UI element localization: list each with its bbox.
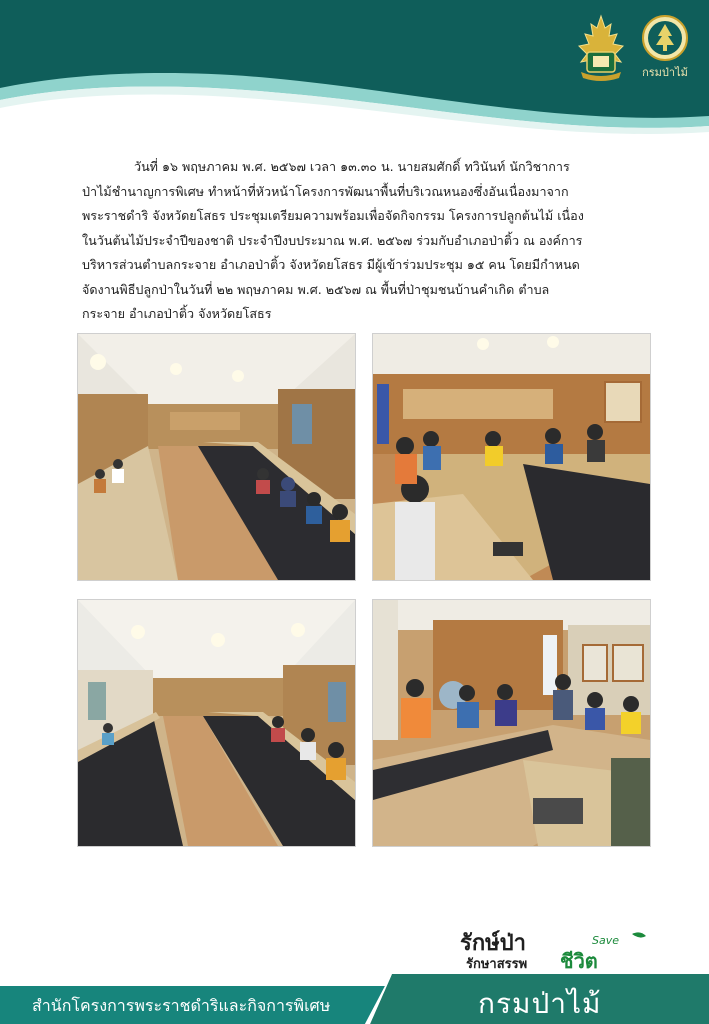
report-paragraph bbox=[82, 155, 642, 327]
logo-dept-label: กรมป่าไม้ bbox=[642, 66, 688, 79]
footer-office-name: สำนักโครงการพระราชดำริและกิจการพิเศษ bbox=[32, 996, 331, 1015]
paragraph-line: ในวันต้นไม้ประจำปีของชาติ ประจำปีงบประมาณ พ.ศ. ๒๕๖๗ ร่วมกับอำเภอป่าติ้ว ณ องค์การ bbox=[82, 232, 583, 248]
brand-life-text: ชีวิต bbox=[560, 949, 598, 972]
brand-sub-text: รักษาสรรพ bbox=[466, 957, 528, 972]
paragraph-line: กระจาย อำเภอป่าติ้ว จังหวัดยโสธร bbox=[82, 306, 272, 321]
header-logos bbox=[571, 14, 691, 86]
meeting-photo-3 bbox=[77, 599, 356, 847]
meeting-photo-2 bbox=[372, 333, 651, 581]
paragraph-line: พระราชดำริ จังหวัดยโสธร ประชุมเตรียมความพร้อมเพื่อจัดกิจกรรม โครงการปลูกต้นไม้ เนื่อง bbox=[82, 208, 584, 223]
brand-save-text: Save bbox=[592, 934, 620, 947]
brand-main-text: รักษ์ป่า bbox=[460, 931, 526, 956]
paragraph-line: วันที่ ๑๖ พฤษภาคม พ.ศ. ๒๕๖๗ เวลา ๑๓.๓๐ น. นายสมศักดิ์ ทวินันท์ นักวิชาการ bbox=[134, 159, 570, 174]
footer-department-name: กรมป่าไม้ bbox=[478, 987, 602, 1020]
save-forest-save-life-logo bbox=[460, 928, 650, 972]
meeting-photo-4 bbox=[372, 599, 651, 847]
paragraph-line: ป่าไม้ชำนาญการพิเศษ ทำหน้าที่หัวหน้าโครงการพัฒนาพื้นที่บริเวณหนองซึ่งอันเนื่องมาจาก bbox=[82, 183, 569, 199]
header-banner bbox=[0, 0, 709, 140]
paragraph-line: บริหารส่วนตำบลกระจาย อำเภอป่าติ้ว จังหวัดยโสธร มีผู้เข้าร่วมประชุม ๑๕ คน โดยมีกำหนด bbox=[82, 257, 580, 272]
paragraph-line: จัดงานพิธีปลูกป่าในวันที่ ๒๒ พฤษภาคม พ.ศ. ๒๕๖๗ ณ พื้นที่ป่าชุมชนบ้านคำเกิด ตำบล bbox=[82, 281, 550, 297]
meeting-photo-1 bbox=[77, 333, 356, 581]
forest-department-logo bbox=[639, 14, 691, 86]
royal-emblem-logo bbox=[571, 14, 631, 82]
